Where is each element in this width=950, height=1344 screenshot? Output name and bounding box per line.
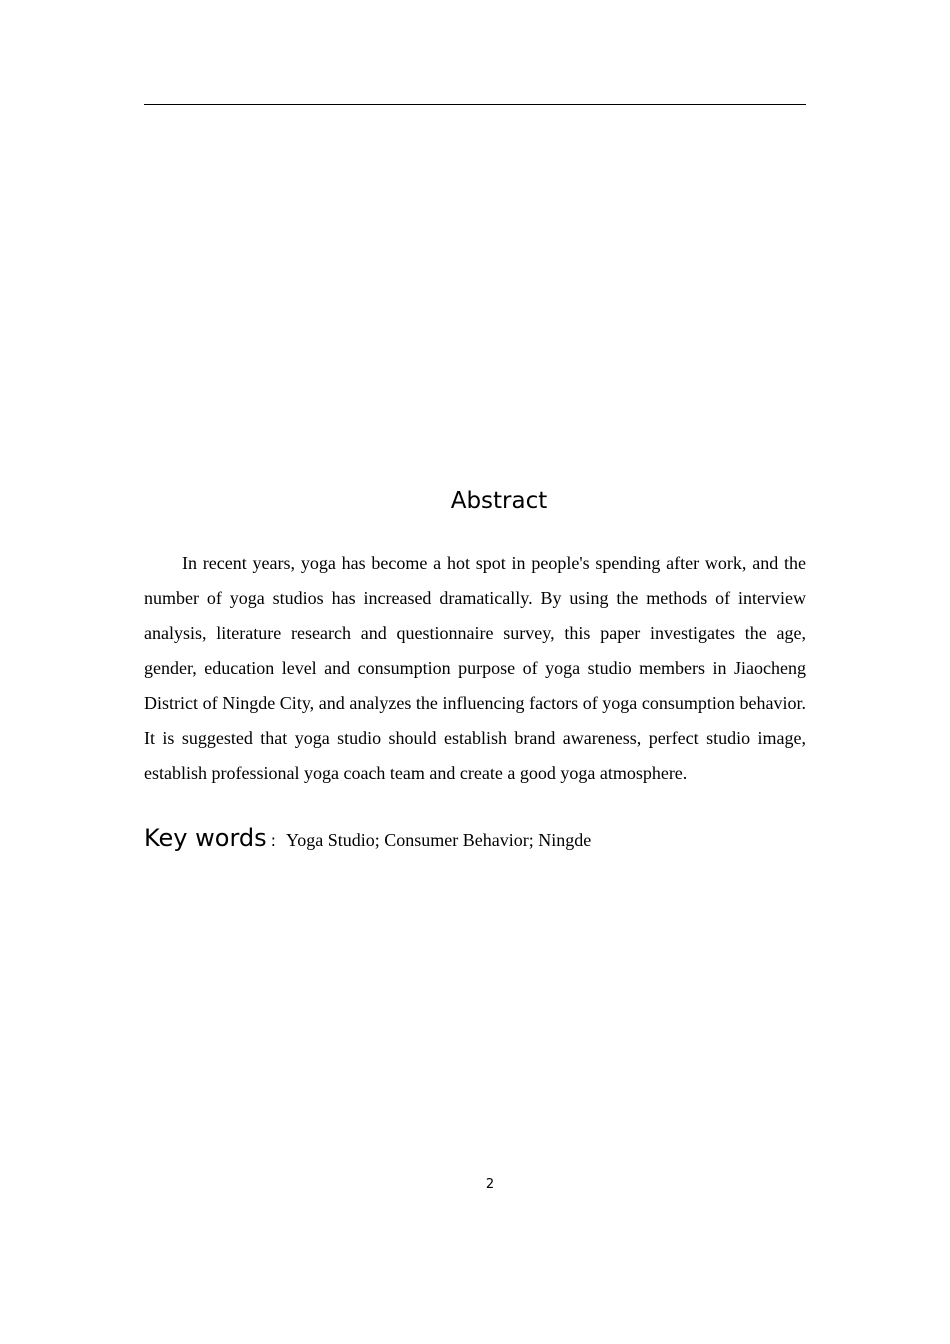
header-rule	[144, 104, 806, 105]
page-number: 2	[485, 1177, 495, 1192]
keywords-text: Yoga Studio; Consumer Behavior; Ningde	[286, 830, 592, 850]
keywords-label: Key words	[144, 824, 267, 852]
abstract-title: Abstract	[450, 488, 548, 514]
keywords-separator: :	[270, 831, 277, 850]
abstract-body: In recent years, yoga has become a hot spot in people's spending after work, and the number of yoga studios has increased dramatically. By using the methods of interview analysis, literature research and questionnaire survey, this paper investigates the age, gender, education level and consumption purpose of yoga studio members in Jiaocheng District of Ningde City, and analyzes the influencing factors of yoga consumption behavior. It is suggested that yoga studio should establish brand awareness, perfect studio image, establish professional yoga coach team and create a good yoga atmosphere.	[144, 553, 806, 783]
keywords-line	[144, 824, 806, 852]
